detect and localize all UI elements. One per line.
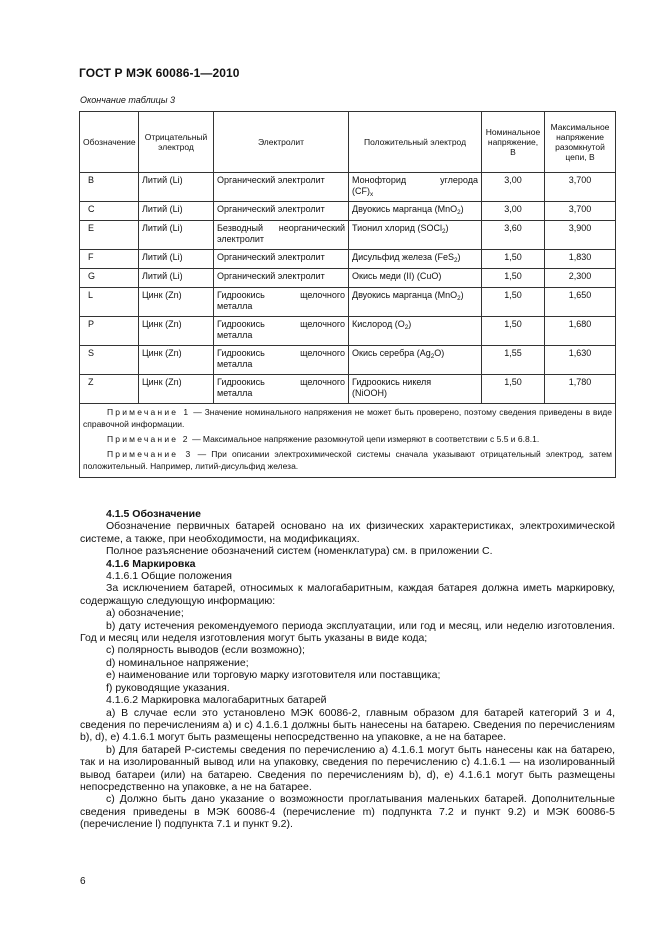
col-header-negative-electrode: Отрицательный электрод [139, 112, 214, 173]
cell-nominal-voltage: 1,50 [482, 317, 545, 346]
table-note: Примечание 2 — Максимальное напряжение разомкнутой цепи измеряют в соответствии с 5.5 и 6.8.1. [107, 434, 540, 444]
paragraph: b) Для батарей Р-системы сведения по перечислению а) 4.1.6.1 могут быть нанесены как на батарею, так и на изолированный вывод или на упаковку, сведения по перечислению с) 4.1.6.1 — на изолированный вывод батареи (или) на батарею. Сведения по перечислениям b), d), e) 4.1.6.1 могут быть размещены непосредственно на упаковке, а не на батарее. [80, 743, 615, 793]
cell-designation: L [80, 288, 139, 317]
cell-designation: P [80, 317, 139, 346]
paragraph: Обозначение первичных батарей основано на их физических характеристиках, электрохимической системе, а также, при необходимости, на модификациях. [80, 520, 615, 545]
col-header-max-ocv: Максимальное напряжение разомкнутой цепи, В [545, 112, 616, 173]
cell-negative-electrode: Литий (Li) [139, 221, 214, 250]
paragraph: За исключением батарей, относимых к малогабаритным, каждая батарея должна иметь маркировку, содержащую следующую информацию: [80, 582, 615, 607]
cell-designation: S [80, 346, 139, 375]
table-row [80, 288, 616, 317]
cell-designation: E [80, 221, 139, 250]
section-heading-4-1-6: 4.1.6 Маркировка [106, 557, 196, 570]
list-item: f) руководящие указания. [106, 681, 230, 694]
cell-negative-electrode: Цинк (Zn) [139, 375, 214, 404]
cell-positive-electrode: Монофторид углерода $(CF)_x$ [349, 173, 482, 202]
list-item: d) номинальное напряжение; [106, 656, 249, 669]
cell-electrolyte: Органический электролит [214, 250, 349, 269]
table-row [80, 221, 616, 250]
paragraph: c) Должно быть дано указание о возможности проглатывания маленьких батарей. Дополнительные сведения приведены в МЭК 60086-4 (перечисление m) подпункта 7.2 и пункт 9.2) и МЭК 60086-5 (перечисление l) подпункта 7.1 и пункт 9.2). [80, 793, 615, 831]
cell-electrolyte: Гидроокись щелочного металла [214, 288, 349, 317]
cell-electrolyte: Гидроокись щелочного металла [214, 346, 349, 375]
cell-negative-electrode: Цинк (Zn) [139, 288, 214, 317]
cell-positive-electrode: Дисульфид железа (FeS$_2$) [349, 250, 482, 269]
list-item: a) обозначение; [106, 607, 184, 620]
table-note: Примечание 3 — При описании электрохимической системы сначала указывают отрицательный электрод, затем положительный. Например, литий-дисульфид железа. [83, 449, 612, 471]
list-item: e) наименование или торговую марку изготовителя или поставщика; [106, 669, 441, 682]
cell-designation: Z [80, 375, 139, 404]
subsection-heading-4-1-6-2: 4.1.6.2 Маркировка малогабаритных батарей [106, 694, 327, 707]
cell-electrolyte: Органический электролит [214, 202, 349, 221]
cell-positive-electrode: Окись серебра $(Ag_2O)$ [349, 346, 482, 375]
cell-max-ocv: 1,830 [545, 250, 616, 269]
table-row [80, 375, 616, 404]
cell-designation: F [80, 250, 139, 269]
cell-negative-electrode: Литий (Li) [139, 173, 214, 202]
cell-max-ocv: 3,900 [545, 221, 616, 250]
cell-nominal-voltage: 1,50 [482, 375, 545, 404]
cell-designation: G [80, 269, 139, 288]
cell-negative-electrode: Литий (Li) [139, 202, 214, 221]
cell-nominal-voltage: 1,50 [482, 250, 545, 269]
cell-designation: C [80, 202, 139, 221]
table-row [80, 317, 616, 346]
paragraph: Полное разъяснение обозначений систем (номенклатура) см. в приложении С. [106, 545, 493, 558]
cell-electrolyte: Органический электролит [214, 269, 349, 288]
cell-electrolyte: Гидроокись щелочного металла [214, 375, 349, 404]
cell-nominal-voltage: 3,00 [482, 173, 545, 202]
cell-max-ocv: 3,700 [545, 202, 616, 221]
col-header-designation: Обозначение [80, 112, 139, 173]
table-row [80, 202, 616, 221]
cell-max-ocv: 2,300 [545, 269, 616, 288]
cell-positive-electrode: Двуокись марганца (MnO$_2$) [349, 202, 482, 221]
table-row [80, 269, 616, 288]
cell-nominal-voltage: 1,55 [482, 346, 545, 375]
cell-positive-electrode: Тионил хлорид (SOCl$_2$) [349, 221, 482, 250]
cell-negative-electrode: Цинк (Zn) [139, 317, 214, 346]
cell-electrolyte: Гидроокись щелочного металла [214, 317, 349, 346]
paragraph: а) В случае если это установлено МЭК 60086-2, главным образом для батарей категорий 3 и 4, сведения по перечислениям а) и с) 4.1.6.1 должны быть нанесены на батарею. Сведения по перечислениям b), d), e) 4.1.6.1 могут быть размещены непосредственно на упаковке, а не на батарее. [80, 706, 615, 744]
table-note: Примечание 1 — Значение номинального напряжения не может быть проверено, поэтому сведения приведены в виде справочной информации. [83, 407, 612, 429]
table-row [80, 173, 616, 202]
cell-positive-electrode: Кислород $(O_2)$ [349, 317, 482, 346]
cell-max-ocv: 1,780 [545, 375, 616, 404]
col-header-positive-electrode: Положительный электрод [349, 112, 482, 173]
table-notes [80, 404, 616, 478]
body-text [80, 508, 615, 831]
electrochemical-systems-table [79, 111, 616, 478]
list-item: b) дату истечения рекомендуемого периода эксплуатации, или год и месяц, или неделю изготовления. Год и месяц или неделя изготовления могут быть указаны в виде кода; [80, 619, 615, 645]
cell-max-ocv: 1,680 [545, 317, 616, 346]
table-header-row [80, 112, 616, 173]
table-row [80, 250, 616, 269]
cell-positive-electrode: Двуокись марганца (MnO$_2$) [349, 288, 482, 317]
table-row [80, 346, 616, 375]
page-number: 6 [80, 876, 86, 887]
cell-negative-electrode: Литий (Li) [139, 269, 214, 288]
cell-nominal-voltage: 3,60 [482, 221, 545, 250]
col-header-electrolyte: Электролит [214, 112, 349, 173]
section-heading-4-1-5: 4.1.5 Обозначение [106, 508, 201, 520]
cell-max-ocv: 1,630 [545, 346, 616, 375]
cell-positive-electrode: Окись меди (II) (CuO) [349, 269, 482, 288]
list-item: c) полярность выводов (если возможно); [106, 644, 305, 657]
cell-max-ocv: 1,650 [545, 288, 616, 317]
cell-negative-electrode: Литий (Li) [139, 250, 214, 269]
cell-nominal-voltage: 1,50 [482, 269, 545, 288]
cell-nominal-voltage: 3,00 [482, 202, 545, 221]
document-header: ГОСТ Р МЭК 60086-1—2010 [79, 66, 240, 80]
cell-max-ocv: 3,700 [545, 173, 616, 202]
cell-electrolyte: Органический электролит [214, 173, 349, 202]
cell-nominal-voltage: 1,50 [482, 288, 545, 317]
cell-electrolyte: Безводный неорганический электролит [214, 221, 349, 250]
cell-designation: B [80, 173, 139, 202]
cell-positive-electrode: Гидроокись никеля (NiOOH) [349, 375, 482, 404]
table-notes-row [80, 404, 616, 478]
subsection-heading-4-1-6-1: 4.1.6.1 Общие положения [106, 570, 232, 583]
col-header-nominal-voltage: Номинальное напряжение, В [482, 112, 545, 173]
cell-negative-electrode: Цинк (Zn) [139, 346, 214, 375]
table-caption: Окончание таблицы 3 [80, 95, 175, 105]
